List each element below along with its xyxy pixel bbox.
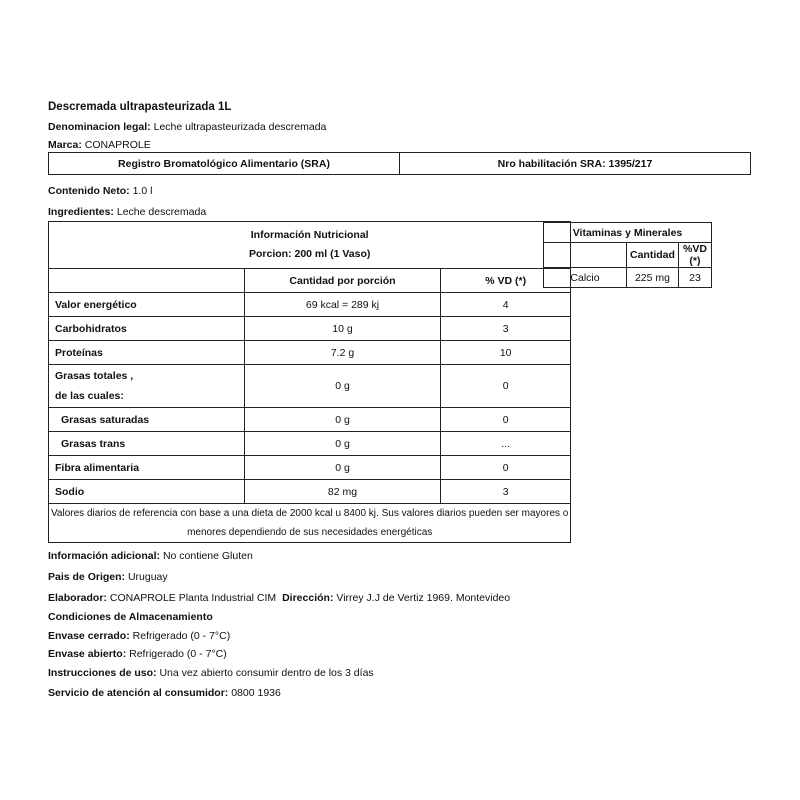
- table-row: [49, 408, 571, 432]
- address-label: Dirección:: [282, 592, 334, 604]
- nutrient-amount: 0 g: [245, 365, 441, 408]
- nutrient-amount: 0 g: [245, 456, 441, 480]
- nutrient-label: Proteínas: [49, 341, 245, 365]
- table-row: [49, 293, 571, 317]
- vitamin-label: Calcio: [544, 268, 627, 288]
- brand-value: CONAPROLE: [84, 139, 151, 151]
- nutrient-label: Grasas trans: [49, 432, 245, 456]
- table-row: [49, 317, 571, 341]
- vitamins-title: Vitaminas y Minerales: [544, 223, 712, 243]
- address-value: Virrey J.J de Vertiz 1969. Montevideo: [336, 592, 511, 604]
- closed-container-value: Refrigerado (0 - 7°C): [132, 630, 231, 642]
- nutrient-vd: 3: [441, 317, 571, 341]
- nutrient-label: Carbohidratos: [49, 317, 245, 341]
- consumer-service-line: [48, 687, 281, 699]
- nutrient-label: Valor energético: [49, 293, 245, 317]
- nutrient-vd: 4: [441, 293, 571, 317]
- legal-name-value: Leche ultrapasteurizada descremada: [153, 121, 327, 133]
- nutrient-amount: 0 g: [245, 408, 441, 432]
- nutrition-col-vd: % VD (*): [441, 269, 571, 293]
- fat-label-line1: Grasas totales ,: [55, 370, 134, 382]
- country-label: Pais de Origen:: [48, 571, 126, 583]
- legal-name-label: Denominacion legal:: [48, 121, 151, 133]
- table-row: [49, 341, 571, 365]
- nutrient-vd: 10: [441, 341, 571, 365]
- consumer-service-label: Servicio de atención al consumidor:: [48, 687, 229, 699]
- brand-label: Marca:: [48, 139, 82, 151]
- additional-info-label: Información adicional:: [48, 550, 161, 562]
- nutrient-vd: 0: [441, 365, 571, 408]
- registry-name: Registro Bromatológico Alimentario (SRA): [49, 153, 400, 175]
- nutrient-vd: ...: [441, 432, 571, 456]
- closed-container-label: Envase cerrado:: [48, 630, 130, 642]
- footnote-line1: Valores diarios de referencia con base a una dieta de 2000 kcal u 8400 kj. Sus valores diarios pueden ser mayores o: [51, 508, 569, 519]
- registry-table: [48, 152, 751, 175]
- instructions-label: Instrucciones de uso:: [48, 667, 157, 679]
- country-line: [48, 571, 168, 583]
- nutrient-amount: 7.2 g: [245, 341, 441, 365]
- nutrient-label: Fibra alimentaria: [49, 456, 245, 480]
- closed-container-line: [48, 630, 230, 642]
- nutrition-portion: Porcion: 200 ml (1 Vaso): [248, 248, 371, 260]
- nutrition-footnote: [49, 504, 571, 543]
- storage-title: Condiciones de Almacenamiento: [48, 611, 213, 623]
- producer-line: [48, 592, 510, 604]
- nutrient-label: Sodio: [49, 480, 245, 504]
- nutrition-table: [48, 221, 571, 543]
- brand-line: [48, 139, 151, 151]
- vitamin-vd: 23: [678, 268, 711, 288]
- nutrition-header: [49, 222, 571, 269]
- product-title: Descremada ultrapasteurizada 1L: [48, 101, 232, 113]
- producer-value: CONAPROLE Planta Industrial CIM: [109, 592, 277, 604]
- instructions-value: Una vez abierto consumir dentro de los 3 días: [159, 667, 374, 679]
- footnote-line2: menores dependiendo de sus necesidades energéticas: [187, 527, 433, 538]
- net-content-line: [48, 185, 152, 197]
- nutrient-vd: 0: [441, 456, 571, 480]
- nutrient-label: [49, 365, 245, 408]
- ingredients-value: Leche descremada: [116, 206, 207, 218]
- country-value: Uruguay: [127, 571, 168, 583]
- nutrition-title: Información Nutricional: [250, 229, 369, 241]
- vitamins-col-blank: [544, 243, 627, 268]
- nutrient-vd: 3: [441, 480, 571, 504]
- open-container-line: [48, 648, 227, 660]
- table-row: [49, 480, 571, 504]
- producer-label: Elaborador:: [48, 592, 107, 604]
- registry-number: Nro habilitación SRA: 1395/217: [400, 153, 751, 175]
- table-row: [544, 268, 712, 288]
- nutrition-col-blank: [49, 269, 245, 293]
- table-row: [49, 456, 571, 480]
- nutrient-label: Grasas saturadas: [49, 408, 245, 432]
- vitamins-col-amount: Cantidad: [627, 243, 679, 268]
- nutrient-amount: 82 mg: [245, 480, 441, 504]
- open-container-label: Envase abierto:: [48, 648, 127, 660]
- nutrient-amount: 69 kcal = 289 kj: [245, 293, 441, 317]
- open-container-value: Refrigerado (0 - 7°C): [129, 648, 227, 660]
- additional-info-line: [48, 550, 253, 562]
- table-row: [49, 432, 571, 456]
- instructions-line: [48, 667, 374, 679]
- additional-info-value: No contiene Gluten: [162, 550, 253, 562]
- nutrient-vd: 0: [441, 408, 571, 432]
- net-content-label: Contenido Neto:: [48, 185, 130, 197]
- fat-label-line2: de las cuales:: [55, 390, 124, 402]
- nutrition-col-amount: Cantidad por porción: [245, 269, 441, 293]
- ingredients-label: Ingredientes:: [48, 206, 114, 218]
- legal-name-line: [48, 121, 326, 133]
- consumer-service-value: 0800 1936: [231, 687, 281, 699]
- nutrient-amount: 0 g: [245, 432, 441, 456]
- ingredients-line: [48, 206, 206, 218]
- vitamins-col-vd: %VD (*): [678, 243, 711, 268]
- vitamins-table: [543, 222, 712, 288]
- table-row: [49, 365, 571, 408]
- net-content-value: 1.0 l: [132, 185, 153, 197]
- nutrient-amount: 10 g: [245, 317, 441, 341]
- vitamin-amount: 225 mg: [627, 268, 679, 288]
